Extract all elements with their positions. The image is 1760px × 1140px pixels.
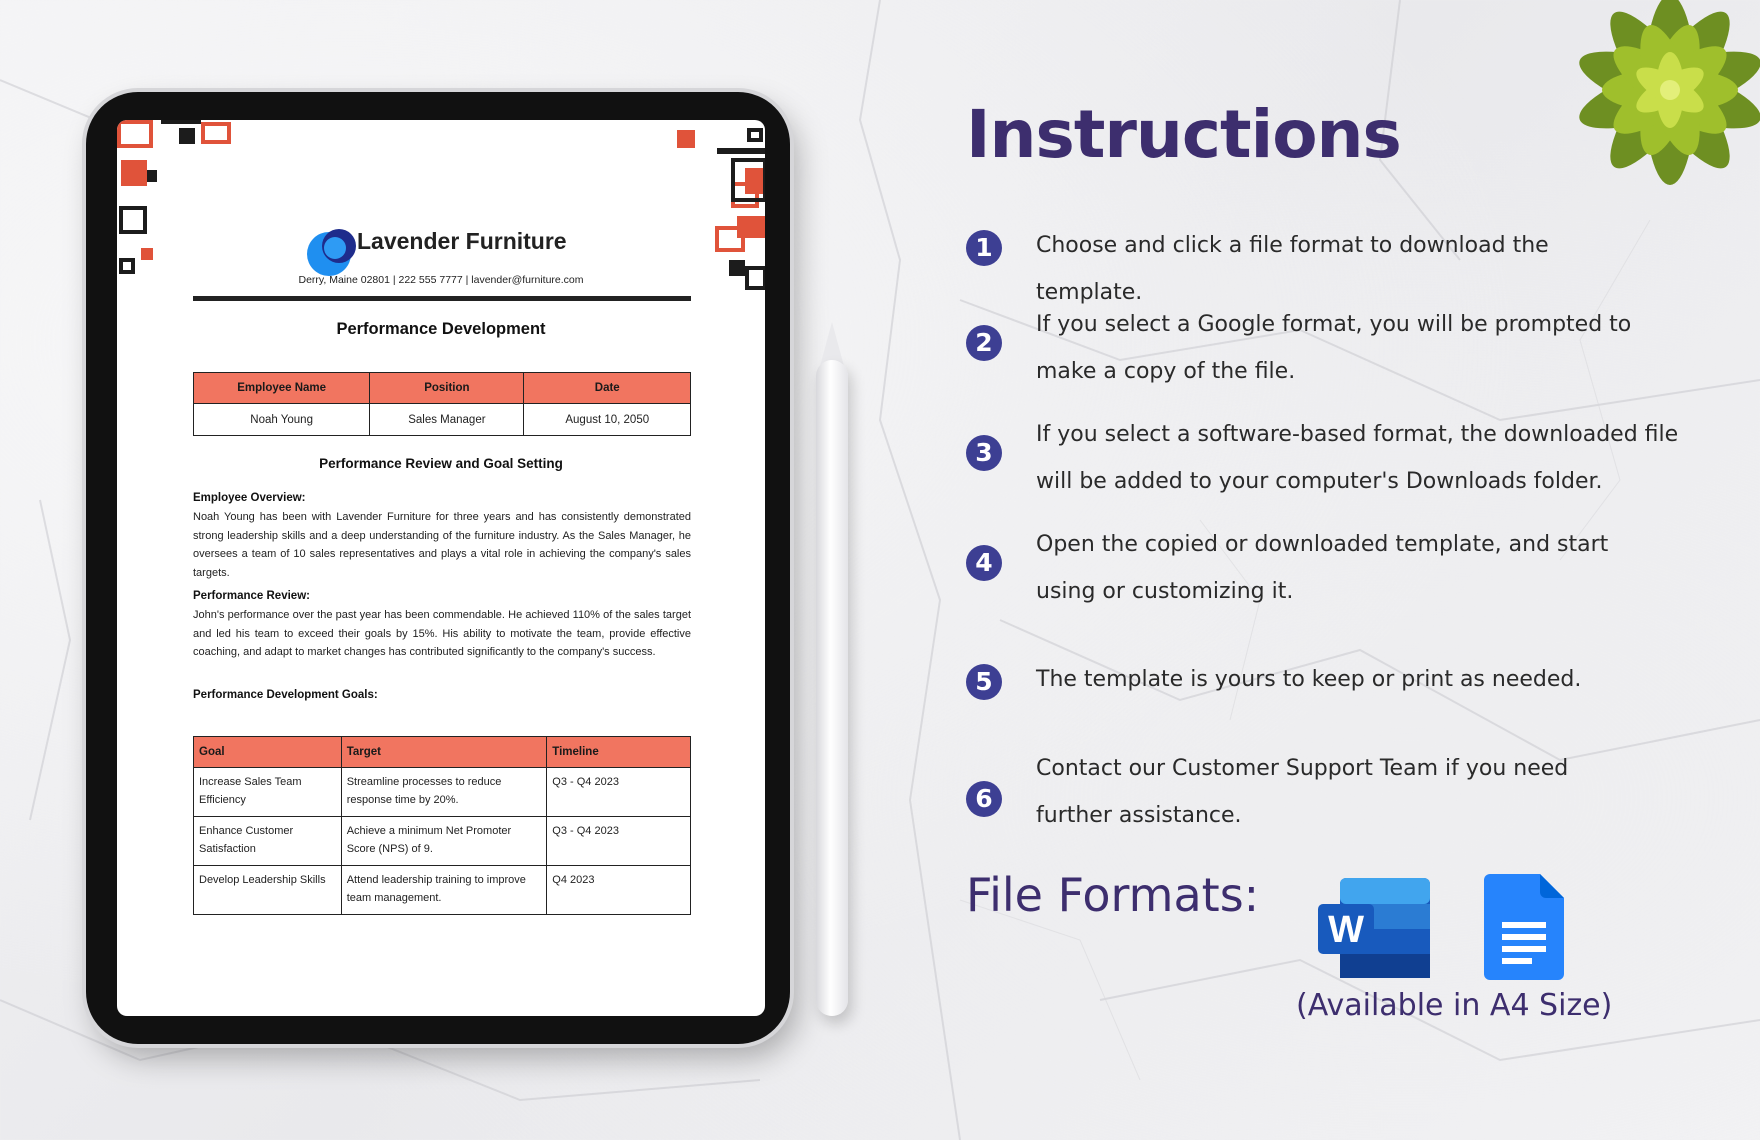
target-cell: Attend leadership training to improve team management. [341,866,547,915]
step-text-4: Open the copied or downloaded template, and start using or customizing it. [1036,532,1609,604]
tablet-device [86,92,790,1044]
table-row [194,866,691,915]
goals-header-timeline: Timeline [547,737,691,768]
target-cell: Streamline processes to reduce response time by 20%. [341,768,547,817]
info-header-employee-name: Employee Name [194,373,370,404]
timeline-cell: Q4 2023 [547,866,691,915]
google-docs-icon[interactable] [1484,874,1564,980]
info-cell-employee-name: Noah Young [194,404,370,436]
target-cell: Achieve a minimum Net Promoter Score (NPS) of 9. [341,817,547,866]
file-formats-title: File Formats: [966,868,1260,922]
table-row [194,817,691,866]
section-subtitle: Performance Review and Goal Setting [319,456,563,471]
info-cell-date: August 10, 2050 [524,404,691,436]
decorative-squares-pattern [117,120,765,300]
step-number-4: 4 [966,545,1002,581]
availability-note: (Available in A4 Size) [1296,988,1613,1023]
review-label: Performance Review: [193,590,310,602]
step-text-6: Contact our Customer Support Team if you need further assistance. [1036,756,1569,828]
review-text: John's performance over the past year has been commendable. He achieved 110% of the sales target and led his team to exceed their goals by 15%. His ability to motivate the team, provide effective coaching, and adapt to market changes has contributed significantly to the company's success. [193,609,691,658]
step-number-2: 2 [966,325,1002,361]
overview-text: Noah Young has been with Lavender Furniture for three years and has consistently demonstrated strong leadership skills and a deep understanding of the furniture industry. As the Sales Manager, he oversees a team of 10 sales representatives and plays a vital role in achieving the company's sales targets. [193,511,691,579]
goals-header-target: Target [341,737,547,768]
info-header-date: Date [524,373,691,404]
step-text-5: The template is yours to keep or print as needed. [1036,667,1582,692]
goal-cell: Enhance Customer Satisfaction [194,817,342,866]
word-icon[interactable] [1316,876,1432,980]
info-header-position: Position [370,373,524,404]
step-number-5: 5 [966,664,1002,700]
word-icon-letter: W [1328,909,1364,951]
step-number-3: 3 [966,435,1002,471]
step-text-2: If you select a Google format, you will be prompted to make a copy of the file. [1036,312,1632,384]
company-name: Lavender Furniture [357,228,567,254]
step-number-1: 1 [966,230,1002,266]
document-title: Performance Development [336,320,546,338]
overview-label: Employee Overview: [193,492,306,504]
goals-table [193,736,691,915]
step-number-6: 6 [966,781,1002,817]
instructions-title: Instructions [966,96,1401,173]
employee-info-table [193,372,691,436]
header-divider [193,296,691,301]
step-text-3: If you select a software-based format, the downloaded file will be added to your computer's Downloads folder. [1036,422,1679,494]
goals-label: Performance Development Goals: [193,689,378,701]
timeline-cell: Q3 - Q4 2023 [547,817,691,866]
document-preview [117,120,765,1016]
goal-cell: Develop Leadership Skills [194,866,342,915]
company-contact-line: Derry, Maine 02801 | 222 555 7777 | lavender@furniture.com [298,274,584,286]
stylus-pencil [816,360,848,1016]
table-row [194,768,691,817]
succulent-plant-image [1540,0,1760,220]
goal-cell: Increase Sales Team Efficiency [194,768,342,817]
info-cell-position: Sales Manager [370,404,524,436]
goals-header-goal: Goal [194,737,342,768]
step-text-1: Choose and click a file format to download the template. [1036,233,1549,305]
timeline-cell: Q3 - Q4 2023 [547,768,691,817]
